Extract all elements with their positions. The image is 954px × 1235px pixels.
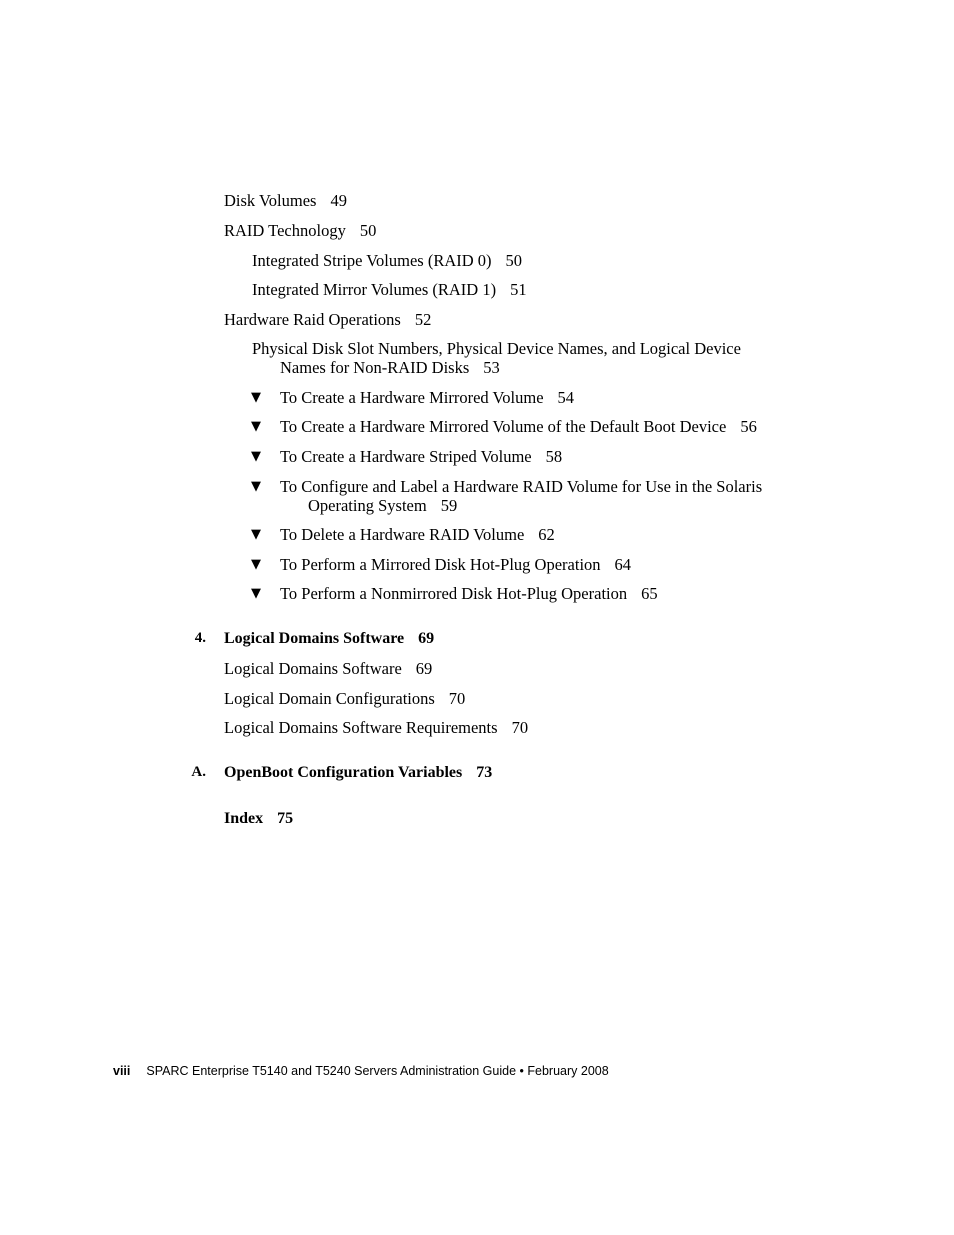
toc-entry-raid-technology[interactable] xyxy=(224,221,376,240)
appendix-page: 73 xyxy=(476,764,493,781)
toc-entry-integrated-stripe[interactable] xyxy=(252,251,522,270)
toc-entry-page: 51 xyxy=(510,280,527,299)
toc-entry-page: 64 xyxy=(614,555,632,574)
toc-entry-title: Hardware Raid Operations xyxy=(224,310,401,329)
appendix-title: OpenBoot Configuration Variables xyxy=(224,764,463,781)
chapter-page: 69 xyxy=(418,630,435,647)
toc-entry-page: 70 xyxy=(511,718,529,737)
toc-entry-title: Logical Domain Configurations xyxy=(224,689,435,708)
toc-entry-title-line1: Physical Disk Slot Numbers, Physical Device Names, and Logical Device xyxy=(252,339,741,358)
toc-entry-logical-domains-software[interactable] xyxy=(224,659,432,678)
triangle-bullet-icon: ▼ xyxy=(251,419,261,434)
toc-entry-page: 50 xyxy=(359,221,377,240)
triangle-bullet-icon: ▼ xyxy=(251,557,261,572)
chapter-number: 4. xyxy=(194,630,206,646)
toc-entry-page: 53 xyxy=(483,358,500,377)
footer-book-title: SPARC Enterprise T5140 and T5240 Servers Administration Guide xyxy=(146,1064,517,1078)
toc-entry-title: Disk Volumes xyxy=(224,191,317,210)
triangle-bullet-icon: ▼ xyxy=(251,586,261,601)
footer-date: February 2008 xyxy=(527,1064,609,1078)
toc-entry-create-mirrored-boot[interactable] xyxy=(280,417,757,436)
toc-entry-page: 59 xyxy=(440,496,458,515)
page-folio: viii xyxy=(113,1064,131,1078)
toc-entry-title: Logical Domains Software xyxy=(224,659,402,678)
toc-chapter-logical-domains[interactable] xyxy=(224,629,434,648)
toc-entry-page: 58 xyxy=(545,447,563,466)
toc-entry-page: 56 xyxy=(740,417,757,436)
toc-entry-mirrored-hot-plug[interactable] xyxy=(280,555,631,574)
chapter-title: Logical Domains Software xyxy=(224,630,405,647)
toc-entry-page: 49 xyxy=(330,191,347,210)
toc-entry-delete-raid-volume[interactable] xyxy=(280,525,555,544)
toc-entry-hardware-raid-operations[interactable] xyxy=(224,310,431,329)
toc-entry-page: 69 xyxy=(415,659,433,678)
toc-entry-title: To Create a Hardware Striped Volume xyxy=(280,447,532,466)
toc-entry-integrated-mirror[interactable] xyxy=(252,280,527,299)
toc-entry-title: To Perform a Mirrored Disk Hot-Plug Operation xyxy=(280,555,601,574)
index-page: 75 xyxy=(277,810,294,827)
toc-entry-configure-label-raid[interactable] xyxy=(280,477,762,515)
toc-entry-page: 62 xyxy=(538,525,555,544)
toc-entry-page: 65 xyxy=(641,584,658,603)
toc-entry-title: RAID Technology xyxy=(224,221,346,240)
toc-entry-page: 54 xyxy=(557,388,575,407)
toc-entry-page: 52 xyxy=(414,310,432,329)
triangle-bullet-icon: ▼ xyxy=(251,449,261,464)
toc-entry-title: Logical Domains Software Requirements xyxy=(224,718,498,737)
toc-entry-physical-disk-slot[interactable] xyxy=(252,339,741,377)
toc-entry-title: To Create a Hardware Mirrored Volume xyxy=(280,388,544,407)
toc-entry-create-striped-volume[interactable] xyxy=(280,447,562,466)
footer-separator: • xyxy=(519,1064,524,1078)
toc-entry-page: 50 xyxy=(505,251,523,270)
toc-entry-disk-volumes[interactable] xyxy=(224,191,347,210)
toc-entry-create-mirrored-volume[interactable] xyxy=(280,388,574,407)
page-footer xyxy=(113,1063,609,1079)
appendix-letter: A. xyxy=(191,764,206,780)
toc-appendix-openboot[interactable] xyxy=(224,763,492,782)
triangle-bullet-icon: ▼ xyxy=(251,390,261,405)
toc-index[interactable] xyxy=(224,809,293,828)
index-title: Index xyxy=(224,810,264,827)
toc-entry-logical-domain-configurations[interactable] xyxy=(224,689,465,708)
toc-entry-title-line2-wrap xyxy=(252,358,741,377)
toc-entry-nonmirrored-hot-plug[interactable] xyxy=(280,584,658,603)
toc-entry-title-line1: To Configure and Label a Hardware RAID Volume for Use in the Solaris xyxy=(280,477,763,496)
toc-entry-logical-domains-requirements[interactable] xyxy=(224,718,528,737)
toc-entry-title: To Perform a Nonmirrored Disk Hot-Plug Operation xyxy=(280,584,628,603)
toc-entry-title-line2: Names for Non-RAID Disks xyxy=(280,358,470,377)
triangle-bullet-icon: ▼ xyxy=(251,479,261,494)
toc-entry-title: To Create a Hardware Mirrored Volume of the Default Boot Device xyxy=(280,417,727,436)
toc-entry-title: To Delete a Hardware RAID Volume xyxy=(280,525,525,544)
toc-entry-title: Integrated Mirror Volumes (RAID 1) xyxy=(252,280,497,299)
toc-entry-title-line2: Operating System xyxy=(308,496,427,515)
toc-entry-page: 70 xyxy=(448,689,466,708)
toc-entry-title-line2-wrap xyxy=(280,496,762,515)
toc-entry-title: Integrated Stripe Volumes (RAID 0) xyxy=(252,251,492,270)
triangle-bullet-icon: ▼ xyxy=(251,527,261,542)
